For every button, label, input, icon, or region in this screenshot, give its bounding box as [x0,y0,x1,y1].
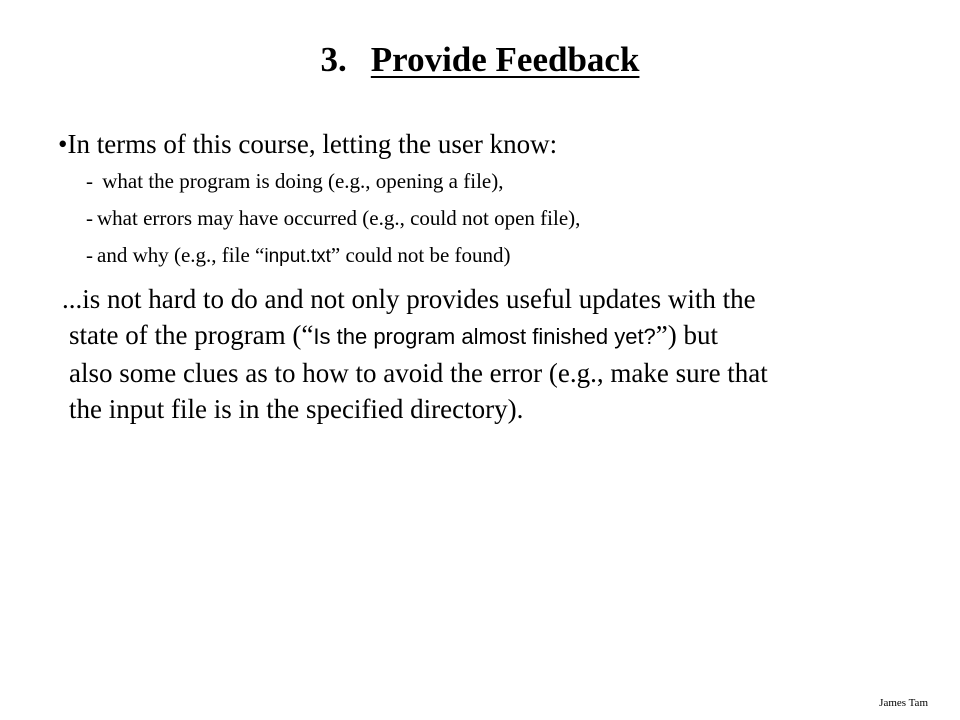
bullet-marker: • [58,129,68,159]
sub-bullet-item [86,200,580,237]
paragraph-line: the input file is in the specified directory). [69,394,524,424]
dash-marker: - [86,206,93,230]
paragraph-line: ...is not hard to do and not only provides useful updates with the [62,284,756,314]
bullet-text: In terms of this course, letting the user know: [67,129,558,159]
paragraph-text: state of the program (“ [69,320,314,350]
quoted-question: Is the program almost finished yet? [313,324,656,349]
bullet-point [58,126,557,162]
paragraph-line [62,317,942,355]
footer-author: James Tam [879,697,928,709]
dash-marker: - [86,169,93,193]
body-paragraph [62,281,942,427]
sub-bullet-text: what the program is doing (e.g., opening a file), [97,169,504,193]
sub-bullet-item [86,163,580,200]
paragraph-line: also some clues as to how to avoid the error (e.g., make sure that [69,358,768,388]
dash-marker: - [86,243,93,267]
sub-bullet-list [86,163,580,274]
filename-text: input.txt [264,246,331,267]
paragraph-text: ”) but [655,320,719,350]
sub-bullet-text-after: ” could not be found) [330,243,511,267]
slide-title [0,38,960,82]
sub-bullet-item [86,237,580,274]
sub-bullet-text: and why (e.g., file “ [97,243,265,267]
sub-bullet-text: what errors may have occurred (e.g., could not open file), [97,206,581,230]
title-number: 3. [320,40,347,79]
title-text: Provide Feedback [370,40,640,79]
